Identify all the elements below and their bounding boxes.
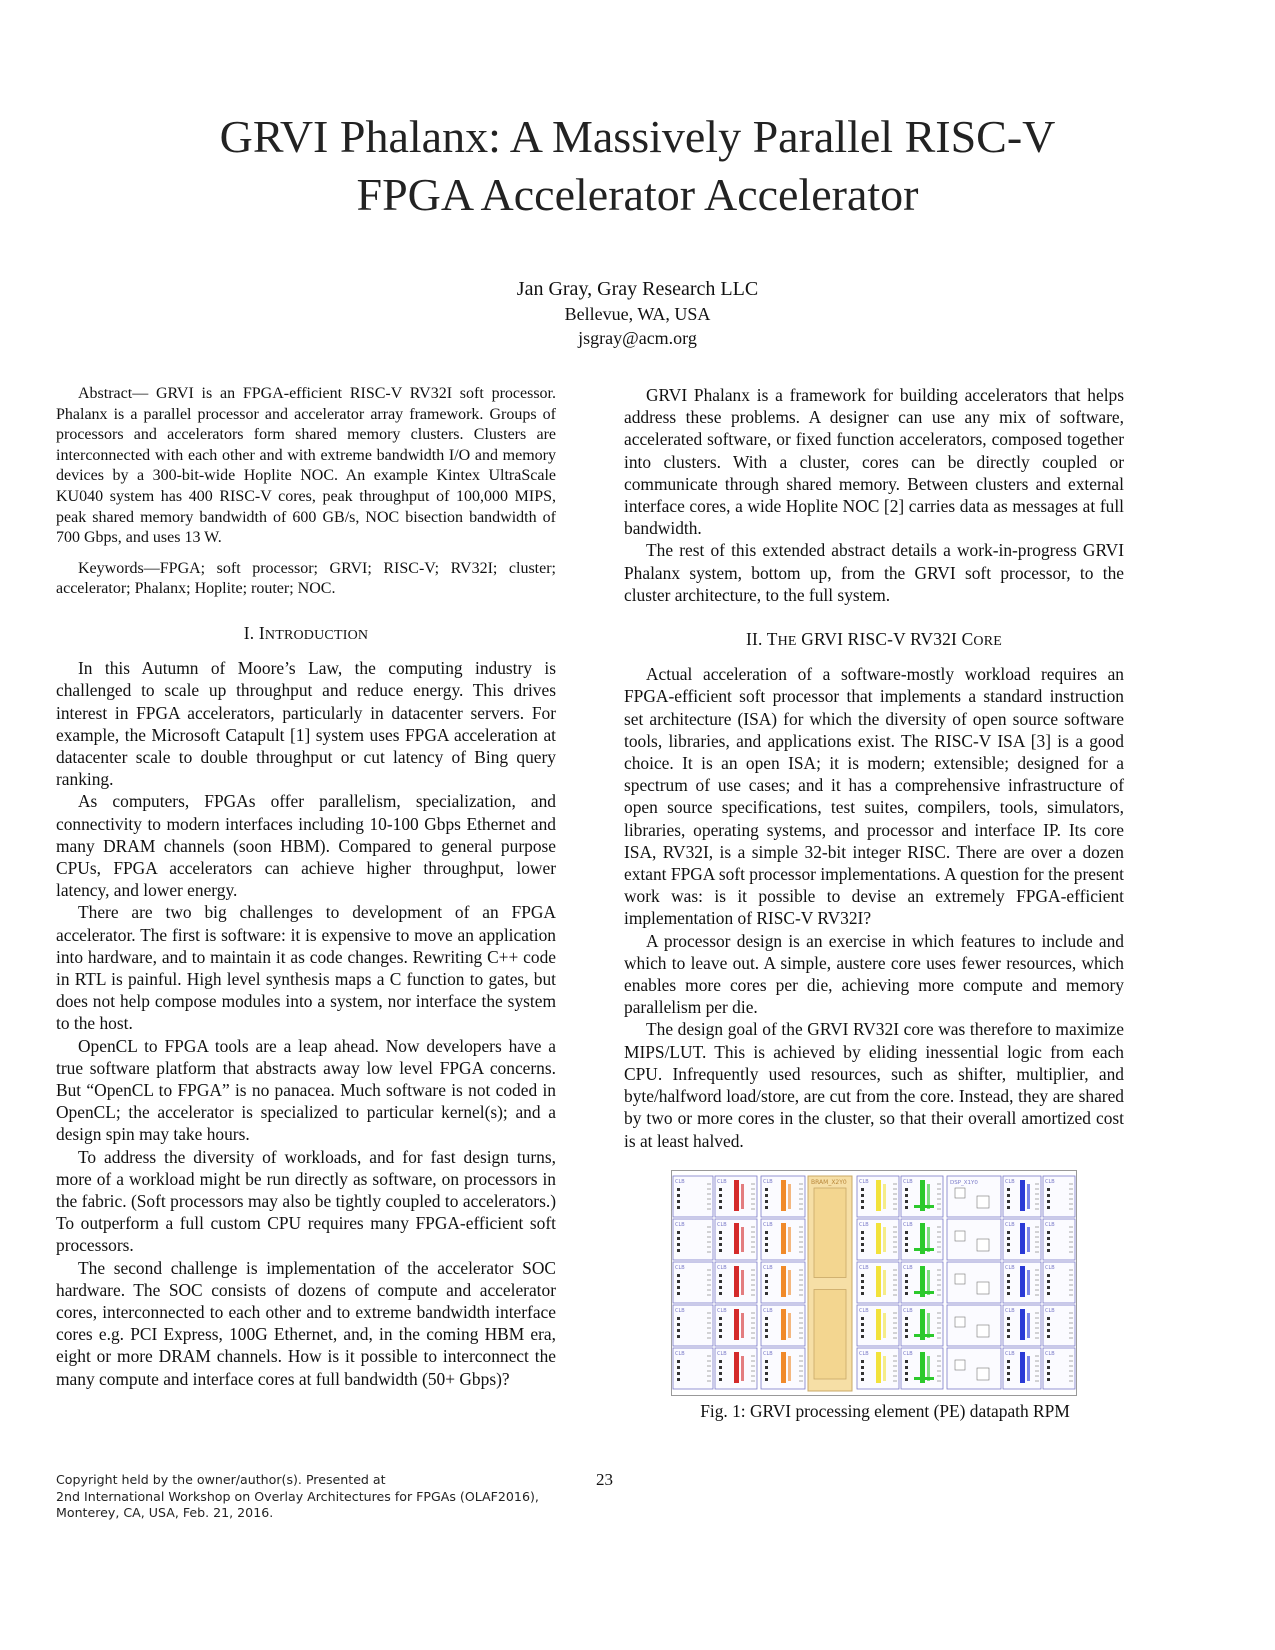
clb-label: CLB	[1005, 1350, 1015, 1357]
dsp-slice	[955, 1188, 965, 1198]
dsp-slice	[955, 1360, 965, 1370]
placed-logic	[734, 1180, 739, 1211]
placed-logic	[734, 1352, 739, 1383]
lut-cell	[677, 1323, 680, 1326]
clb-label: CLB	[763, 1178, 773, 1185]
author-email: jsgray@acm.org	[578, 328, 697, 348]
placed-logic	[788, 1270, 791, 1295]
lut-cell	[765, 1360, 768, 1363]
title-line-2: FPGA Accelerator Accelerator	[356, 169, 919, 220]
placed-logic	[1027, 1270, 1030, 1295]
lut-cell	[765, 1329, 768, 1332]
lut-cell	[1047, 1378, 1050, 1381]
clb-label: CLB	[1045, 1350, 1055, 1357]
bram-label: BRAM_X2Y0	[811, 1178, 847, 1186]
dsp-label: DSP_X1Y0	[950, 1179, 978, 1186]
lut-cell	[1007, 1237, 1010, 1240]
lut-cell	[719, 1274, 722, 1277]
lut-cell	[1047, 1366, 1050, 1369]
lut-cell	[719, 1280, 722, 1283]
lut-cell	[1007, 1200, 1010, 1203]
lut-cell	[905, 1200, 908, 1203]
intro-continued-paragraph: The rest of this extended abstract details a work-in-progress GRVI Phalanx system, bottom up, from the GRVI soft processor, to the cluster architecture, to the full system.	[624, 540, 1124, 605]
footer-line: Monterey, CA, USA, Feb. 21, 2016.	[56, 1505, 274, 1520]
lut-cell	[719, 1231, 722, 1234]
lut-cell	[719, 1286, 722, 1289]
lut-cell	[1007, 1286, 1010, 1289]
lut-cell	[719, 1194, 722, 1197]
intro-paragraph: OpenCL to FPGA tools are a leap ahead. Now developers have a true software platform that abstracts away low level FPGA concerns. But “OpenCL to FPGA” is no panacea. Much software is not coded in OpenCL; the accelerator is specialized to particular kernel(s); and a design spin may take hours.	[56, 1035, 556, 1145]
lut-cell	[765, 1280, 768, 1283]
dsp-slice	[955, 1231, 965, 1241]
section-heading-core	[624, 628, 1124, 653]
lut-cell	[1007, 1206, 1010, 1209]
lut-cell	[677, 1292, 680, 1295]
lut-cell	[677, 1372, 680, 1375]
figure-datapath-rpm	[624, 1170, 1124, 1400]
placed-logic	[1027, 1184, 1030, 1209]
placed-logic	[876, 1180, 881, 1211]
lut-cell	[677, 1200, 680, 1203]
lut-cell	[1047, 1317, 1050, 1320]
lut-cell	[719, 1188, 722, 1191]
section-title-rest: NTRODUCTION	[264, 627, 369, 643]
lut-cell	[765, 1286, 768, 1289]
placed-logic	[788, 1313, 791, 1338]
lut-cell	[861, 1335, 864, 1338]
lut-cell	[719, 1243, 722, 1246]
lut-cell	[677, 1231, 680, 1234]
clb-label: CLB	[1045, 1178, 1055, 1185]
section-title-initial: T	[766, 629, 778, 650]
author-location: Bellevue, WA, USA	[564, 304, 711, 324]
lut-cell	[1047, 1249, 1050, 1252]
placed-logic	[741, 1356, 744, 1381]
lut-cell	[861, 1188, 864, 1191]
placed-logic	[734, 1266, 739, 1297]
lut-cell	[905, 1231, 908, 1234]
placed-logic	[1027, 1313, 1030, 1338]
lut-cell	[677, 1188, 680, 1191]
lut-cell	[1007, 1366, 1010, 1369]
clb-label: CLB	[859, 1350, 869, 1357]
lut-cell	[719, 1237, 722, 1240]
keywords: Keywords—FPGA; soft processor; GRVI; RISC-V; RV32I; cluster; accelerator; Phalanx; Hoplite; router; NOC.	[56, 559, 556, 598]
lut-cell	[719, 1329, 722, 1332]
clb-label: CLB	[763, 1350, 773, 1357]
lut-cell	[719, 1206, 722, 1209]
lut-cell	[905, 1372, 908, 1375]
lut-cell	[861, 1206, 864, 1209]
placed-logic	[1020, 1309, 1025, 1340]
lut-cell	[1047, 1200, 1050, 1203]
lut-cell	[1047, 1372, 1050, 1375]
lut-cell	[765, 1206, 768, 1209]
clb-label: CLB	[1005, 1178, 1015, 1185]
paper-title	[100, 108, 1175, 224]
lut-cell	[861, 1231, 864, 1234]
lut-cell	[1047, 1231, 1050, 1234]
footer-line: 2nd International Workshop on Overlay Architectures for FPGAs (OLAF2016),	[56, 1488, 539, 1504]
clb-label: CLB	[717, 1350, 727, 1357]
clb-label: CLB	[1005, 1307, 1015, 1314]
lut-cell	[905, 1292, 908, 1295]
placed-logic	[876, 1223, 881, 1254]
lut-cell	[1007, 1231, 1010, 1234]
lut-cell	[861, 1378, 864, 1381]
lut-cell	[905, 1280, 908, 1283]
lut-cell	[1047, 1329, 1050, 1332]
lut-cell	[861, 1280, 864, 1283]
lut-cell	[677, 1378, 680, 1381]
lut-cell	[1007, 1280, 1010, 1283]
lut-cell	[1007, 1243, 1010, 1246]
placed-logic	[781, 1309, 786, 1340]
lut-cell	[677, 1249, 680, 1252]
lut-cell	[765, 1194, 768, 1197]
placed-logic	[788, 1227, 791, 1252]
lut-cell	[1007, 1372, 1010, 1375]
lut-cell	[861, 1286, 864, 1289]
clb-label: CLB	[675, 1178, 685, 1185]
lut-cell	[677, 1286, 680, 1289]
lut-cell	[677, 1360, 680, 1363]
lut-cell	[765, 1378, 768, 1381]
lut-cell	[861, 1366, 864, 1369]
placed-logic	[1027, 1227, 1030, 1252]
lut-cell	[905, 1317, 908, 1320]
lut-cell	[677, 1274, 680, 1277]
lut-cell	[677, 1206, 680, 1209]
placed-logic	[741, 1270, 744, 1295]
lut-cell	[1047, 1274, 1050, 1277]
lut-cell	[905, 1194, 908, 1197]
clb-label: CLB	[763, 1221, 773, 1228]
placed-logic	[914, 1334, 934, 1337]
clb-label: CLB	[859, 1178, 869, 1185]
placed-logic	[781, 1180, 786, 1211]
lut-cell	[1047, 1286, 1050, 1289]
clb-label: CLB	[717, 1178, 727, 1185]
dsp-slice	[977, 1196, 989, 1208]
lut-cell	[677, 1243, 680, 1246]
lut-cell	[1007, 1329, 1010, 1332]
lut-cell	[677, 1280, 680, 1283]
abstract: Abstract— GRVI is an FPGA-efficient RISC-V RV32I soft processor. Phalanx is a parallel processor and accelerator array framework. Groups of processors and accelerators form shared memory clusters. Clusters are interconnected with each other and with extreme bandwidth I/O and memory devices by a 300-bit-wide Hoplite NOC. An example Kintex UltraScale KU040 system has 400 RISC-V cores, peak throughput of 100,000 MIPS, peak shared memory bandwidth of 600 GB/s, NOC bisection bandwidth of 700 Gbps, and uses 13 W.	[56, 385, 556, 547]
lut-cell	[677, 1335, 680, 1338]
clb-label: CLB	[903, 1350, 913, 1357]
placed-logic	[1020, 1223, 1025, 1254]
lut-cell	[719, 1317, 722, 1320]
lut-cell	[1007, 1274, 1010, 1277]
section-numeral: I.	[243, 622, 255, 643]
placed-logic	[734, 1309, 739, 1340]
lut-cell	[905, 1323, 908, 1326]
lut-cell	[765, 1317, 768, 1320]
intro-continued-paragraph: GRVI Phalanx is a framework for building accelerators that helps address these problems. A designer can use any mix of software, accelerated software, or fixed function accelerators, composed together into clusters. With a cluster, cores can be directly coupled or communicate through shared memory. Between clusters and external interface cores, a wide Hoplite NOC [2] carries data as messages at full bandwidth.	[624, 385, 1124, 539]
lut-cell	[1047, 1335, 1050, 1338]
lut-cell	[765, 1366, 768, 1369]
lut-cell	[861, 1292, 864, 1295]
intro-paragraph: In this Autumn of Moore’s Law, the computing industry is challenged to scale up throughput and reduce energy. This drives interest in FPGA accelerators, particularly in datacenter servers. For example, the Microsoft Catapult [1] system uses FPGA acceleration at datacenter scale to double throughput or cut latency of Bing query ranking.	[56, 658, 556, 790]
right-column	[624, 384, 1124, 1422]
clb-label: CLB	[903, 1221, 913, 1228]
placed-logic	[741, 1313, 744, 1338]
placed-logic	[788, 1184, 791, 1209]
lut-cell	[719, 1366, 722, 1369]
placed-logic	[1027, 1356, 1030, 1381]
placed-logic	[788, 1356, 791, 1381]
lut-cell	[1007, 1188, 1010, 1191]
lut-cell	[1007, 1335, 1010, 1338]
clb-label: CLB	[859, 1221, 869, 1228]
lut-cell	[905, 1378, 908, 1381]
intro-paragraph: The second challenge is implementation of the accelerator SOC hardware. The SOC consists of dozens of compute and accelerator cores, interconnected to each other and to extreme bandwidth interface cores e.g. PCI Express, 100G Ethernet, and, in the coming HBM era, eight or more DRAM channels. How is it possible to interconnect the many compute and interface cores at full bandwidth (50+ Gbps)?	[56, 1257, 556, 1389]
lut-cell	[905, 1286, 908, 1289]
intro-paragraph: There are two big challenges to development of an FPGA accelerator. The first is software: it is expensive to move an application into hardware, and to maintain it as code changes. Rewriting C++ code in RTL is painful. High level synthesis maps a C function to gates, but does not help compose modules into a system, nor interface the system to the host.	[56, 902, 556, 1034]
copyright-footer	[56, 1472, 616, 1522]
clb-label: CLB	[675, 1221, 685, 1228]
lut-cell	[861, 1372, 864, 1375]
placed-logic	[781, 1352, 786, 1383]
lut-cell	[1007, 1249, 1010, 1252]
lut-cell	[765, 1231, 768, 1234]
placed-logic	[883, 1313, 886, 1338]
bram-block	[814, 1289, 846, 1379]
lut-cell	[1007, 1378, 1010, 1381]
clb-label: CLB	[675, 1264, 685, 1271]
lut-cell	[905, 1249, 908, 1252]
lut-cell	[861, 1200, 864, 1203]
placed-logic	[914, 1377, 934, 1380]
placed-logic	[876, 1309, 881, 1340]
lut-cell	[719, 1372, 722, 1375]
section-title-rest: ORE	[973, 634, 1003, 650]
lut-cell	[719, 1360, 722, 1363]
lut-cell	[1007, 1317, 1010, 1320]
placed-logic	[914, 1205, 934, 1208]
figure-caption: Fig. 1: GRVI processing element (PE) datapath RPM	[700, 1400, 1070, 1421]
placed-logic	[741, 1227, 744, 1252]
lut-cell	[765, 1323, 768, 1326]
dsp-slice	[977, 1239, 989, 1251]
lut-cell	[905, 1329, 908, 1332]
lut-cell	[905, 1360, 908, 1363]
placed-logic	[883, 1356, 886, 1381]
lut-cell	[861, 1360, 864, 1363]
lut-cell	[765, 1249, 768, 1252]
placed-logic	[914, 1248, 934, 1251]
clb-label: CLB	[903, 1264, 913, 1271]
lut-cell	[1047, 1360, 1050, 1363]
intro-paragraph: To address the diversity of workloads, and for fast design turns, more of a workload might be run directly as software, on processors in the fabric. (Soft processors may also be tightly coupled to accelerators.) To outperform a full custom CPU requires many FPGA-efficient soft processors.	[56, 1146, 556, 1256]
clb-label: CLB	[903, 1307, 913, 1314]
page-number: 23	[596, 1470, 613, 1489]
lut-cell	[677, 1366, 680, 1369]
section-title-initial: C	[961, 629, 974, 650]
lut-cell	[719, 1335, 722, 1338]
clb-label: CLB	[903, 1178, 913, 1185]
placed-logic	[1020, 1352, 1025, 1383]
placed-logic	[883, 1184, 886, 1209]
lut-cell	[1047, 1237, 1050, 1240]
footer-line: Copyright held by the owner/author(s). Presented at	[56, 1472, 386, 1487]
bram-block	[814, 1188, 846, 1278]
lut-cell	[905, 1237, 908, 1240]
lut-cell	[1047, 1292, 1050, 1295]
lut-cell	[719, 1378, 722, 1381]
clb-label: CLB	[859, 1307, 869, 1314]
placed-logic	[1020, 1180, 1025, 1211]
dsp-slice	[955, 1274, 965, 1284]
lut-cell	[861, 1194, 864, 1197]
lut-cell	[677, 1237, 680, 1240]
placed-logic	[734, 1223, 739, 1254]
lut-cell	[765, 1243, 768, 1246]
lut-cell	[1007, 1323, 1010, 1326]
lut-cell	[765, 1188, 768, 1191]
placed-logic	[781, 1266, 786, 1297]
placed-logic	[914, 1291, 934, 1294]
lut-cell	[1047, 1323, 1050, 1326]
lut-cell	[861, 1237, 864, 1240]
placed-logic	[781, 1223, 786, 1254]
lut-cell	[1007, 1360, 1010, 1363]
section-title-initial: I	[258, 622, 265, 643]
lut-cell	[1047, 1188, 1050, 1191]
dsp-slice	[977, 1325, 989, 1337]
lut-cell	[765, 1372, 768, 1375]
clb-label: CLB	[763, 1264, 773, 1271]
lut-cell	[905, 1243, 908, 1246]
clb-label: CLB	[717, 1264, 727, 1271]
lut-cell	[677, 1317, 680, 1320]
lut-cell	[719, 1200, 722, 1203]
clb-label: CLB	[1045, 1264, 1055, 1271]
clb-label: CLB	[1005, 1221, 1015, 1228]
lut-cell	[765, 1274, 768, 1277]
lut-cell	[677, 1194, 680, 1197]
lut-cell	[677, 1329, 680, 1332]
lut-cell	[905, 1188, 908, 1191]
lut-cell	[719, 1292, 722, 1295]
author-block	[100, 276, 1175, 350]
placed-logic	[741, 1184, 744, 1209]
placed-logic	[876, 1266, 881, 1297]
section-heading-introduction	[56, 622, 556, 647]
lut-cell	[861, 1317, 864, 1320]
lut-cell	[861, 1249, 864, 1252]
clb-label: CLB	[1045, 1221, 1055, 1228]
lut-cell	[765, 1237, 768, 1240]
section-numeral: II.	[745, 629, 763, 650]
placed-logic	[1020, 1266, 1025, 1297]
lut-cell	[905, 1206, 908, 1209]
clb-label: CLB	[1045, 1307, 1055, 1314]
lut-cell	[905, 1366, 908, 1369]
clb-label: CLB	[1005, 1264, 1015, 1271]
lut-cell	[765, 1292, 768, 1295]
lut-cell	[765, 1335, 768, 1338]
intro-paragraph: As computers, FPGAs offer parallelism, specialization, and connectivity to modern interfaces including 10-100 Gbps Ethernet and many DRAM channels (soon HBM). Compared to general purpose CPUs, FPGA accelerators can achieve higher throughput, lower latency, and lower energy.	[56, 791, 556, 901]
lut-cell	[1007, 1194, 1010, 1197]
lut-cell	[1047, 1243, 1050, 1246]
clb-label: CLB	[717, 1307, 727, 1314]
section-title-middle: GRVI RISC-V RV32I	[801, 629, 958, 650]
placed-logic	[883, 1227, 886, 1252]
dsp-slice	[955, 1317, 965, 1327]
lut-cell	[861, 1243, 864, 1246]
clb-label: CLB	[675, 1350, 685, 1357]
lut-cell	[1047, 1194, 1050, 1197]
clb-label: CLB	[859, 1264, 869, 1271]
lut-cell	[719, 1249, 722, 1252]
clb-label: CLB	[675, 1307, 685, 1314]
clb-label: CLB	[717, 1221, 727, 1228]
title-line-1: GRVI Phalanx: A Massively Parallel RISC-V	[219, 111, 1056, 162]
clb-label: CLB	[763, 1307, 773, 1314]
core-paragraph: A processor design is an exercise in which features to include and which to leave out. A simple, austere core uses fewer resources, which enables more cores per die, achieving more compute and memory parallelism per die.	[624, 930, 1124, 1018]
lut-cell	[861, 1329, 864, 1332]
core-paragraph: Actual acceleration of a software-mostly workload requires an FPGA-efficient soft processor that implements a standard instruction set architecture (ISA) for which the diversity of open source software tools, libraries, and applications exist. The RISC-V ISA [3] is a good choice. It is an open ISA; it is modern; extensible; designed for a spectrum of use cases; and it has a comprehensive infrastructure of open source specifications, test suites, compilers, tools, simulators, libraries, operating systems, and processor and interface IP. Its core ISA, RV32I, is a simple 32-bit integer RISC. There are over a dozen extant FPGA soft processor implementations. A question for the present work was: is it possible to devise an extremely FPGA-efficient implementation of RISC-V RV32I?	[624, 664, 1124, 929]
left-column	[56, 384, 556, 1390]
datapath-rpm-diagram	[671, 1170, 1077, 1396]
lut-cell	[905, 1335, 908, 1338]
lut-cell	[1007, 1292, 1010, 1295]
placed-logic	[883, 1270, 886, 1295]
lut-cell	[861, 1323, 864, 1326]
author-name: Jan Gray, Gray Research LLC	[516, 278, 759, 300]
section-title-rest: HE	[777, 634, 797, 650]
dsp-slice	[977, 1282, 989, 1294]
lut-cell	[905, 1274, 908, 1277]
placed-logic	[876, 1352, 881, 1383]
lut-cell	[719, 1323, 722, 1326]
lut-cell	[1047, 1206, 1050, 1209]
lut-cell	[1047, 1280, 1050, 1283]
lut-cell	[861, 1274, 864, 1277]
lut-cell	[765, 1200, 768, 1203]
core-paragraph: The design goal of the GRVI RV32I core was therefore to maximize MIPS/LUT. This is achieved by eliding inessential logic from each CPU. Infrequently used resources, such as shifter, multiplier, and byte/halfword load/store, are cut from the core. Instead, they are shared by two or more cores in the cluster, so that their overall amortized cost is at least halved.	[624, 1019, 1124, 1151]
dsp-slice	[977, 1368, 989, 1380]
